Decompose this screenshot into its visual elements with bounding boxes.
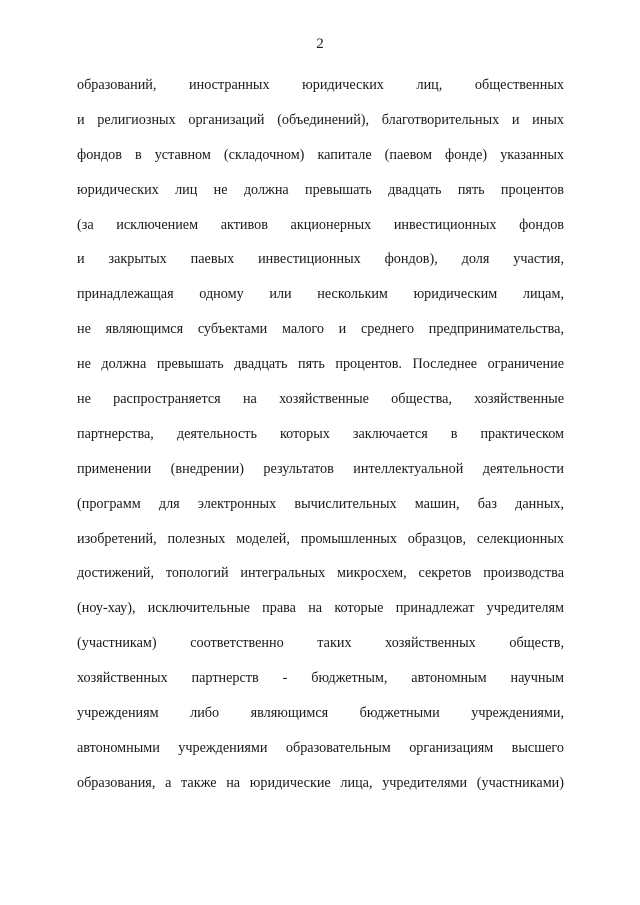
text-line: юридических лиц не должна превышать двадцать пять процентов (77, 181, 564, 198)
text-line: учреждениям либо являющимся бюджетными учреждениями, (77, 705, 564, 722)
text-line: (за исключением активов акционерных инвестиционных фондов (77, 216, 564, 233)
text-line: принадлежащая одному или нескольким юридическим лицам, (77, 286, 564, 303)
text-line: фондов в уставном (складочном) капитале (паевом фонде) указанных (77, 146, 564, 163)
text-line: автономными учреждениями образовательным организациям высшего (77, 739, 564, 756)
text-line: образования, а также на юридические лица, учредителями (участниками) (77, 774, 564, 791)
page-number: 2 (316, 36, 324, 52)
body-text (77, 68, 564, 801)
text-line: и религиозных организаций (объединений), благотворительных и иных (77, 111, 564, 128)
text-line: партнерства, деятельность которых заключается в практическом (77, 425, 564, 442)
text-line: применении (внедрении) результатов интеллектуальной деятельности (77, 460, 564, 477)
text-line: достижений, топологий интегральных микросхем, секретов производства (77, 565, 564, 582)
text-line: (участникам) соответственно таких хозяйственных обществ, (77, 635, 564, 652)
text-line: (ноу-хау), исключительные права на которые принадлежат учредителям (77, 600, 564, 617)
text-line: не распространяется на хозяйственные общества, хозяйственные (77, 391, 564, 408)
text-line: (программ для электронных вычислительных машин, баз данных, (77, 495, 564, 512)
text-line: хозяйственных партнерств - бюджетным, автономным научным (77, 670, 564, 687)
text-line: образований, иностранных юридических лиц, общественных (77, 77, 564, 93)
text-line: и закрытых паевых инвестиционных фондов), доля участия, (77, 251, 564, 268)
text-line: не должна превышать двадцать пять процентов. Последнее ограничение (77, 356, 564, 373)
text-line: изобретений, полезных моделей, промышленных образцов, селекционных (77, 530, 564, 547)
text-line: не являющимся субъектами малого и среднего предпринимательства, (77, 321, 564, 338)
